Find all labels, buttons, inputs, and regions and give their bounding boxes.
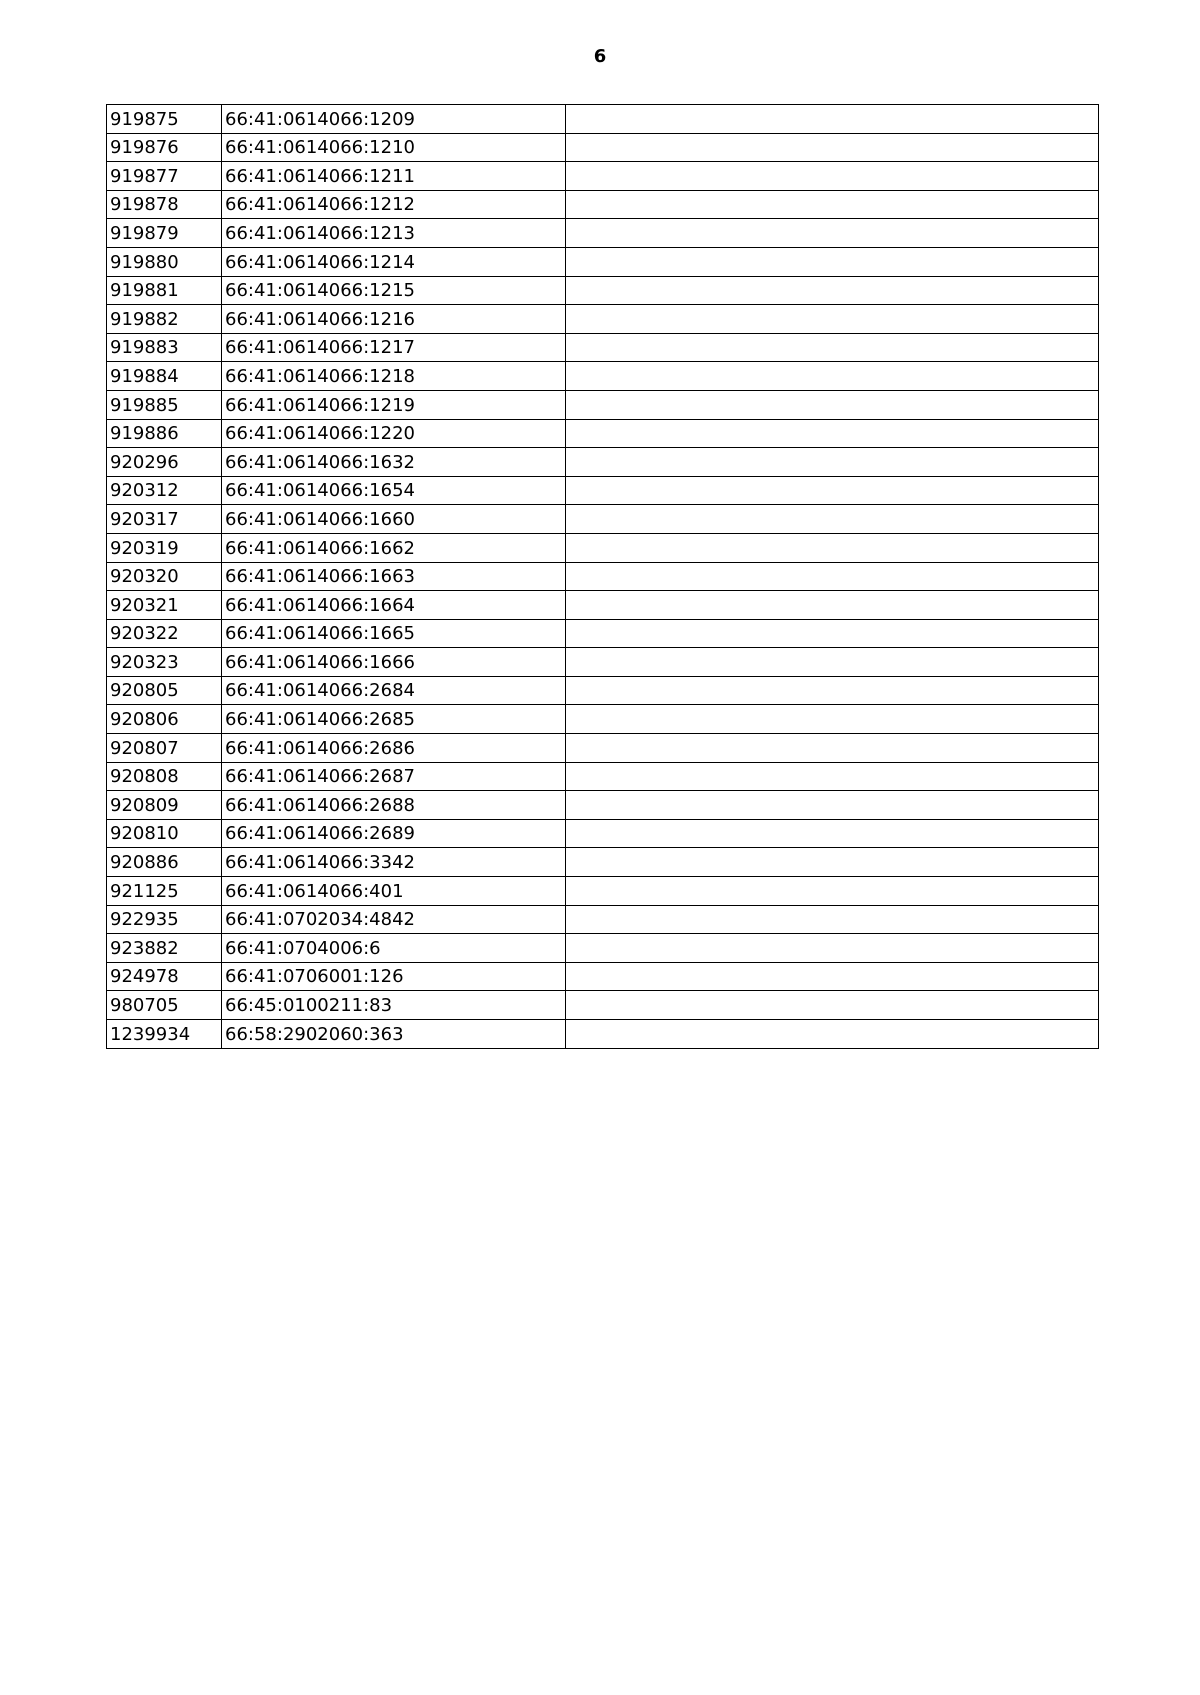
blank-cell — [566, 476, 1099, 505]
blank-cell — [566, 619, 1099, 648]
blank-cell — [566, 448, 1099, 477]
blank-cell — [566, 533, 1099, 562]
record-id-cell: 922935 — [107, 905, 222, 934]
cadastral-number-cell: 66:41:0702034:4842 — [222, 905, 566, 934]
blank-cell — [566, 905, 1099, 934]
blank-cell — [566, 362, 1099, 391]
table-row — [107, 905, 1099, 934]
table-row — [107, 676, 1099, 705]
table-row — [107, 762, 1099, 791]
table-row — [107, 305, 1099, 334]
table-row — [107, 419, 1099, 448]
table-row — [107, 448, 1099, 477]
cadastral-number-cell: 66:41:0614066:1214 — [222, 247, 566, 276]
table-row — [107, 619, 1099, 648]
cadastral-number-cell: 66:41:0614066:1662 — [222, 533, 566, 562]
record-id-cell: 923882 — [107, 934, 222, 963]
table-row — [107, 133, 1099, 162]
blank-cell — [566, 505, 1099, 534]
table-row — [107, 219, 1099, 248]
record-id-cell: 920296 — [107, 448, 222, 477]
cadastral-number-cell: 66:41:0706001:126 — [222, 962, 566, 991]
cadastral-number-cell: 66:41:0614066:1217 — [222, 333, 566, 362]
blank-cell — [566, 819, 1099, 848]
cadastral-number-cell: 66:58:2902060:363 — [222, 1020, 566, 1049]
blank-cell — [566, 562, 1099, 591]
cadastral-number-cell: 66:41:0614066:1210 — [222, 133, 566, 162]
table-row — [107, 390, 1099, 419]
table-row — [107, 962, 1099, 991]
cadastral-number-cell: 66:45:0100211:83 — [222, 991, 566, 1020]
blank-cell — [566, 877, 1099, 906]
table-row — [107, 562, 1099, 591]
record-id-cell: 920320 — [107, 562, 222, 591]
table-row — [107, 1020, 1099, 1049]
cadastral-number-cell: 66:41:0704006:6 — [222, 934, 566, 963]
cadastral-number-cell: 66:41:0614066:2687 — [222, 762, 566, 791]
table-row — [107, 105, 1099, 134]
blank-cell — [566, 791, 1099, 820]
table-row — [107, 276, 1099, 305]
cadastral-number-cell: 66:41:0614066:3342 — [222, 848, 566, 877]
record-id-cell: 919883 — [107, 333, 222, 362]
record-id-cell: 920810 — [107, 819, 222, 848]
blank-cell — [566, 419, 1099, 448]
record-id-cell: 920808 — [107, 762, 222, 791]
blank-cell — [566, 190, 1099, 219]
blank-cell — [566, 105, 1099, 134]
record-id-cell: 919882 — [107, 305, 222, 334]
record-id-cell: 919875 — [107, 105, 222, 134]
table-row — [107, 991, 1099, 1020]
blank-cell — [566, 734, 1099, 763]
blank-cell — [566, 962, 1099, 991]
record-id-cell: 920809 — [107, 791, 222, 820]
cadastral-number-cell: 66:41:0614066:1666 — [222, 648, 566, 677]
table-row — [107, 505, 1099, 534]
record-id-cell: 980705 — [107, 991, 222, 1020]
cadastral-value-table — [106, 104, 1099, 1049]
table-body — [107, 105, 1099, 1049]
table-row — [107, 819, 1099, 848]
blank-cell — [566, 676, 1099, 705]
record-id-cell: 920319 — [107, 533, 222, 562]
table-row — [107, 333, 1099, 362]
cadastral-number-cell: 66:41:0614066:1212 — [222, 190, 566, 219]
record-id-cell: 919884 — [107, 362, 222, 391]
record-id-cell: 924978 — [107, 962, 222, 991]
cadastral-number-cell: 66:41:0614066:1219 — [222, 390, 566, 419]
blank-cell — [566, 162, 1099, 191]
record-id-cell: 921125 — [107, 877, 222, 906]
cadastral-number-cell: 66:41:0614066:2686 — [222, 734, 566, 763]
cadastral-number-cell: 66:41:0614066:1654 — [222, 476, 566, 505]
record-id-cell: 919879 — [107, 219, 222, 248]
blank-cell — [566, 705, 1099, 734]
blank-cell — [566, 133, 1099, 162]
cadastral-number-cell: 66:41:0614066:1209 — [222, 105, 566, 134]
record-id-cell: 920323 — [107, 648, 222, 677]
cadastral-number-cell: 66:41:0614066:2685 — [222, 705, 566, 734]
blank-cell — [566, 390, 1099, 419]
record-id-cell: 920805 — [107, 676, 222, 705]
table-row — [107, 247, 1099, 276]
cadastral-number-cell: 66:41:0614066:1213 — [222, 219, 566, 248]
record-id-cell: 920886 — [107, 848, 222, 877]
blank-cell — [566, 276, 1099, 305]
cadastral-number-cell: 66:41:0614066:1632 — [222, 448, 566, 477]
table-row — [107, 162, 1099, 191]
table-row — [107, 648, 1099, 677]
blank-cell — [566, 848, 1099, 877]
cadastral-number-cell: 66:41:0614066:2689 — [222, 819, 566, 848]
record-id-cell: 919880 — [107, 247, 222, 276]
blank-cell — [566, 247, 1099, 276]
cadastral-number-cell: 66:41:0614066:1664 — [222, 591, 566, 620]
cadastral-number-cell: 66:41:0614066:1216 — [222, 305, 566, 334]
table-row — [107, 877, 1099, 906]
record-id-cell: 919885 — [107, 390, 222, 419]
record-id-cell: 919877 — [107, 162, 222, 191]
table-row — [107, 190, 1099, 219]
record-id-cell: 920806 — [107, 705, 222, 734]
table-row — [107, 734, 1099, 763]
record-id-cell: 920317 — [107, 505, 222, 534]
cadastral-number-cell: 66:41:0614066:1215 — [222, 276, 566, 305]
table-row — [107, 848, 1099, 877]
blank-cell — [566, 934, 1099, 963]
table-row — [107, 705, 1099, 734]
blank-cell — [566, 305, 1099, 334]
cadastral-number-cell: 66:41:0614066:2688 — [222, 791, 566, 820]
blank-cell — [566, 991, 1099, 1020]
table-row — [107, 934, 1099, 963]
page-number: 6 — [593, 46, 607, 67]
table-row — [107, 362, 1099, 391]
record-id-cell: 920807 — [107, 734, 222, 763]
table-row — [107, 476, 1099, 505]
record-id-cell: 919886 — [107, 419, 222, 448]
cadastral-number-cell: 66:41:0614066:1220 — [222, 419, 566, 448]
record-id-cell: 920312 — [107, 476, 222, 505]
record-id-cell: 919881 — [107, 276, 222, 305]
blank-cell — [566, 648, 1099, 677]
cadastral-number-cell: 66:41:0614066:1660 — [222, 505, 566, 534]
record-id-cell: 919878 — [107, 190, 222, 219]
blank-cell — [566, 762, 1099, 791]
blank-cell — [566, 591, 1099, 620]
cadastral-number-cell: 66:41:0614066:1663 — [222, 562, 566, 591]
cadastral-number-cell: 66:41:0614066:2684 — [222, 676, 566, 705]
blank-cell — [566, 219, 1099, 248]
cadastral-number-cell: 66:41:0614066:1211 — [222, 162, 566, 191]
cadastral-number-cell: 66:41:0614066:1218 — [222, 362, 566, 391]
record-id-cell: 919876 — [107, 133, 222, 162]
table-row — [107, 591, 1099, 620]
cadastral-number-cell: 66:41:0614066:401 — [222, 877, 566, 906]
cadastral-number-cell: 66:41:0614066:1665 — [222, 619, 566, 648]
table-row — [107, 533, 1099, 562]
blank-cell — [566, 333, 1099, 362]
table-row — [107, 791, 1099, 820]
record-id-cell: 1239934 — [107, 1020, 222, 1049]
record-id-cell: 920322 — [107, 619, 222, 648]
record-id-cell: 920321 — [107, 591, 222, 620]
blank-cell — [566, 1020, 1099, 1049]
